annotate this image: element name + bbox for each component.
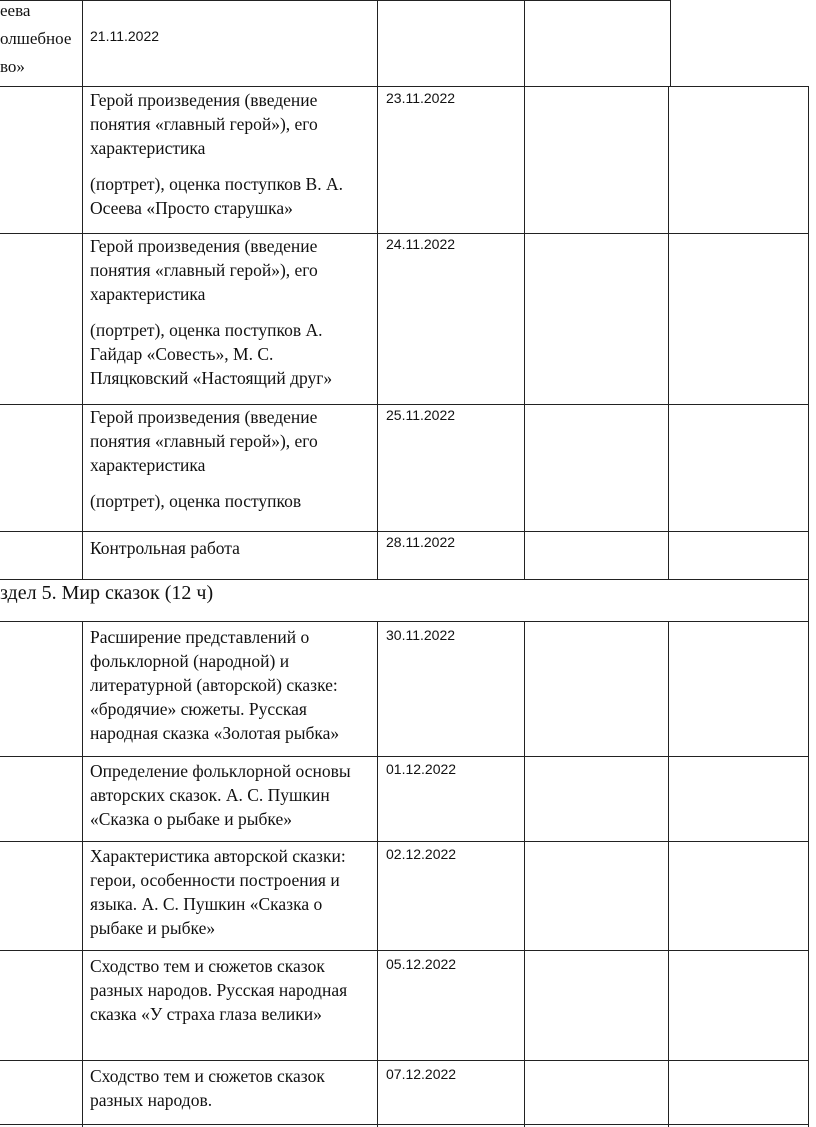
table-border: [82, 86, 83, 579]
table-border: [0, 233, 809, 234]
lesson-date: 21.11.2022: [90, 28, 160, 44]
first-row-topic-fragment: [0, 0, 71, 78]
table-border: [524, 86, 525, 579]
table-border: [524, 0, 525, 86]
table-border: [0, 86, 809, 87]
lesson-topic: Расширение представлений о фольклорной (народной) и литературной (авторской) сказке: «бродячие» сюжеты. Русская народная сказка «Золотая рыбка»: [90, 627, 340, 743]
table-border: [808, 86, 809, 1127]
lesson-date: 28.11.2022: [386, 534, 456, 550]
lesson-date: 25.11.2022: [386, 407, 456, 423]
fragment-line: во»: [0, 57, 25, 76]
lesson-topic: Контрольная работа: [90, 538, 240, 558]
lesson-topic: Определение фольклорной основы авторских сказок. А. С. Пушкин «Сказка о рыбаке и рыбке»: [90, 761, 351, 829]
table-border: [0, 404, 809, 405]
lesson-topic: Характеристика авторской сказки: герои, особенности построения и языка. А. С. Пушкин «Сказка о рыбаке и рыбке»: [90, 846, 346, 938]
lesson-topic: Герой произведения (введение понятия «главный герой»), его характеристика (портрет), оценка поступков В. А. Осеева «Просто старушка»: [90, 90, 343, 218]
table-border: [0, 0, 671, 1]
fragment-line: олшебное: [0, 29, 72, 48]
lesson-topic: Герой произведения (введение понятия «главный герой»), его характеристика (портрет), оценка поступков А. Гайдар «Совесть», М. С. Пляцковский «Настоящий друг»: [90, 236, 333, 388]
lesson-date: 30.11.2022: [386, 627, 456, 643]
section-header: здел 5. Мир сказок (12 ч): [0, 582, 214, 604]
table-border: [668, 621, 669, 1127]
table-border: [82, 621, 83, 1127]
lesson-date: 23.11.2022: [386, 90, 456, 106]
table-border: [377, 86, 378, 579]
table-border: [524, 621, 525, 1127]
lesson-topic: Герой произведения (введение понятия «главный герой»), его характеристика (портрет), оценка поступков: [90, 407, 318, 511]
lesson-date: 07.12.2022: [386, 1066, 457, 1082]
table-border: [377, 0, 378, 86]
lesson-date: 02.12.2022: [386, 846, 457, 862]
table-border: [377, 621, 378, 1127]
lesson-date: 05.12.2022: [386, 956, 457, 972]
table-border: [0, 621, 809, 622]
table-border: [0, 950, 809, 951]
lesson-date: 24.11.2022: [386, 236, 456, 252]
fragment-line: еева: [0, 1, 31, 20]
table-border: [0, 1124, 809, 1125]
lesson-date: 01.12.2022: [386, 761, 457, 777]
table-border: [0, 531, 809, 532]
table-border: [0, 841, 809, 842]
table-border: [670, 0, 671, 86]
lesson-topic: Сходство тем и сюжетов сказок разных народов.: [90, 1066, 325, 1110]
table-border: [0, 579, 809, 580]
table-border: [82, 0, 83, 86]
table-border: [0, 1060, 809, 1061]
lesson-topic: Сходство тем и сюжетов сказок разных народов. Русская народная сказка «У страха глаза велики»: [90, 956, 348, 1024]
table-border: [668, 86, 669, 579]
table-border: [0, 756, 809, 757]
